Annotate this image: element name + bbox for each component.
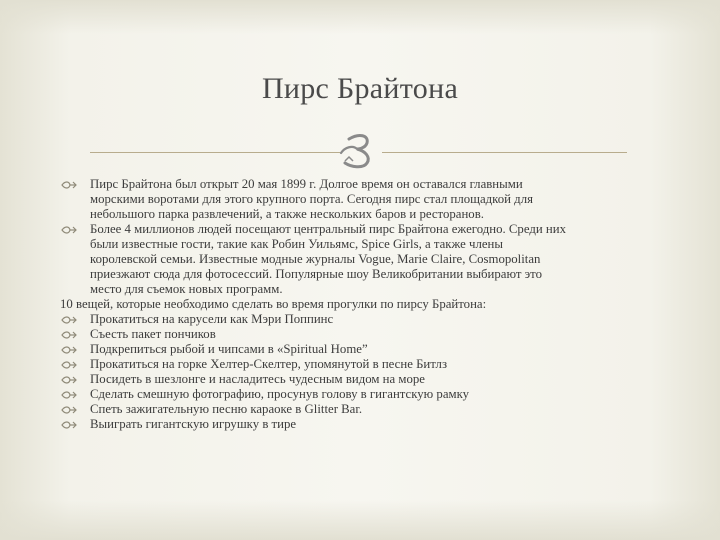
bullet-paragraph xyxy=(60,402,660,417)
text-line: Прокатиться на карусели как Мэри Поппинс xyxy=(90,312,334,326)
text-line: Прокатиться на горке Хелтер-Скелтер, упомянутой в песне Битлз xyxy=(90,357,447,371)
bullet-paragraph xyxy=(60,372,660,387)
fleuron-bullet-icon xyxy=(60,342,90,357)
paragraph-text xyxy=(90,312,660,327)
fleuron-divider-icon xyxy=(335,131,385,171)
fleuron-bullet-icon xyxy=(60,417,90,432)
bullet-paragraph xyxy=(60,327,660,342)
text-line: Более 4 миллионов людей посещают центральный пирс Брайтона ежегодно. Среди них xyxy=(90,222,566,236)
bullet-paragraph xyxy=(60,417,660,432)
bullet-paragraph xyxy=(60,357,660,372)
paragraph-text xyxy=(90,327,660,342)
fleuron-bullet-icon xyxy=(60,222,90,237)
paragraph-text xyxy=(90,357,660,372)
slide-title: Пирс Брайтона xyxy=(261,72,459,105)
text-line: Пирс Брайтона был открыт 20 мая 1899 г. Долгое время он оставался главными xyxy=(90,177,523,191)
slide-body xyxy=(60,177,660,432)
paragraph-text xyxy=(90,417,660,432)
text-line: Съесть пакет пончиков xyxy=(90,327,216,341)
text-line: Подкрепиться рыбой и чипсами в «Spiritual Home” xyxy=(90,342,368,356)
bullet-paragraph xyxy=(60,177,660,222)
bullet-paragraph xyxy=(60,342,660,357)
fleuron-bullet-icon xyxy=(60,177,90,192)
fleuron-bullet-icon xyxy=(60,312,90,327)
text-line: место для съемок новых программ. xyxy=(90,282,283,296)
fleuron-bullet-icon xyxy=(60,357,90,372)
fleuron-bullet-icon xyxy=(60,327,90,342)
fleuron-bullet-icon xyxy=(60,387,90,402)
text-line: небольшого парка развлечений, а также нескольких баров и ресторанов. xyxy=(90,207,484,221)
slide-top-shade xyxy=(0,0,720,34)
divider-rule-left xyxy=(90,152,340,153)
paragraph-text xyxy=(90,372,660,387)
paragraph-text xyxy=(90,177,660,222)
divider-rule-right xyxy=(382,152,627,153)
text-line: Выиграть гигантскую игрушку в тире xyxy=(90,417,297,431)
paragraph-text xyxy=(90,402,660,417)
text-line: Спеть зажигательную песню караоке в Glitter Bar. xyxy=(90,402,363,416)
intro-paragraph xyxy=(60,297,660,312)
fleuron-bullet-icon xyxy=(60,402,90,417)
bullet-paragraph xyxy=(60,312,660,327)
text-line: были известные гости, такие как Робин Уильямс, Spice Girls, а также члены xyxy=(90,237,503,251)
paragraph-text xyxy=(60,297,660,312)
text-line: Посидеть в шезлонге и насладитесь чудесным видом на море xyxy=(90,372,425,386)
text-line: королевской семьи. Известные модные журналы Vogue, Marie Claire, Cosmopolitan xyxy=(90,252,541,266)
paragraph-text xyxy=(90,342,660,357)
paragraph-text xyxy=(90,387,660,402)
text-line: Сделать смешную фотографию, просунув голову в гигантскую рамку xyxy=(90,387,470,401)
slide-bottom-shade xyxy=(0,500,720,540)
bullet-paragraph xyxy=(60,387,660,402)
text-line: 10 вещей, которые необходимо сделать во время прогулки по пирсу Брайтона: xyxy=(60,297,487,311)
text-line: приезжают сюда для фотосессий. Популярные шоу Великобритании выбирают это xyxy=(90,267,542,281)
fleuron-bullet-icon xyxy=(60,372,90,387)
paragraph-text xyxy=(90,222,660,297)
bullet-paragraph xyxy=(60,222,660,297)
text-line: морскими воротами для этого крупного порта. Сегодня пирс стал площадкой для xyxy=(90,192,533,206)
